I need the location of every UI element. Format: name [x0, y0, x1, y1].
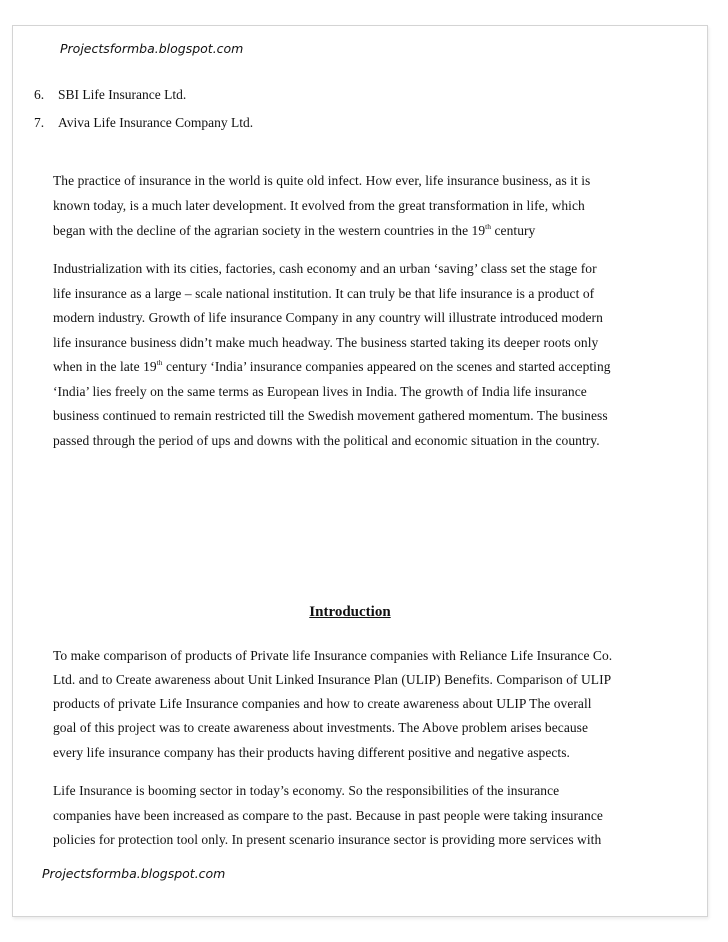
paragraph-line: The practice of insurance in the world is quite old infect. How ever, life insurance business, as it is	[53, 173, 591, 188]
paragraph-line: To make comparison of products of Private life Insurance companies with Reliance Life Insurance Co.	[53, 648, 613, 663]
paragraph-line	[53, 359, 611, 375]
text-segment: when in the late 19	[53, 359, 157, 374]
text-segment: century	[491, 223, 536, 238]
footer-watermark: Projectsformba.blogspot.com	[42, 866, 226, 881]
list-number: 7.	[34, 115, 45, 130]
text-segment: began with the decline of the agrarian society in the western countries in the 19	[53, 223, 486, 238]
paragraph-line: every life insurance company has their products having different positive and negative aspects.	[53, 745, 570, 760]
list-item	[34, 87, 186, 103]
paragraph-line: Ltd. and to Create awareness about Unit Linked Insurance Plan (ULIP) Benefits. Comparison of ULIP	[53, 672, 612, 687]
paragraph-line: known today, is a much later development. It evolved from the great transformation in life, which	[53, 198, 585, 213]
list-item	[34, 115, 253, 131]
paragraph-line: products of private Life Insurance companies and how to create awareness about ULIP The overall	[53, 696, 592, 711]
header-watermark: Projectsformba.blogspot.com	[60, 41, 244, 56]
paragraph-line: passed through the period of ups and downs with the political and economic situation in the country.	[53, 433, 600, 448]
superscript: th	[156, 358, 163, 367]
list-text: Aviva Life Insurance Company Ltd.	[58, 115, 254, 130]
paragraph-line: companies have been increased as compare to the past. Because in past people were taking insurance	[53, 808, 603, 823]
paragraph-line	[53, 223, 535, 239]
superscript: th	[485, 222, 492, 231]
paragraph-line: policies for protection tool only. In present scenario insurance sector is providing more services with	[53, 832, 602, 847]
paragraph-line: ‘India’ lies freely on the same terms as European lives in India. The growth of India life insurance	[53, 384, 587, 399]
section-heading: Introduction	[309, 604, 391, 620]
text-segment: century ‘India’ insurance companies appeared on the scenes and started accepting	[162, 359, 611, 374]
paragraph-line: life insurance business didn’t make much headway. The business started taking its deeper roots only	[53, 335, 599, 350]
paragraph-line: Life Insurance is booming sector in today’s economy. So the responsibilities of the insurance	[53, 783, 560, 798]
paragraph-line: modern industry. Growth of life insurance Company in any country will illustrate introduced modern	[53, 310, 603, 325]
paragraph-line: goal of this project was to create awareness about investments. The Above problem arises because	[53, 720, 589, 735]
paragraph-line: business continued to remain restricted till the Swedish movement gathered momentum. The business	[53, 408, 608, 423]
paragraph-line: Industrialization with its cities, factories, cash economy and an urban ‘saving’ class set the stage for	[53, 261, 597, 276]
list-number: 6.	[34, 87, 45, 102]
list-text: SBI Life Insurance Ltd.	[58, 87, 187, 102]
paragraph-line: life insurance as a large – scale national institution. It can truly be that life insurance is a product of	[53, 286, 595, 301]
